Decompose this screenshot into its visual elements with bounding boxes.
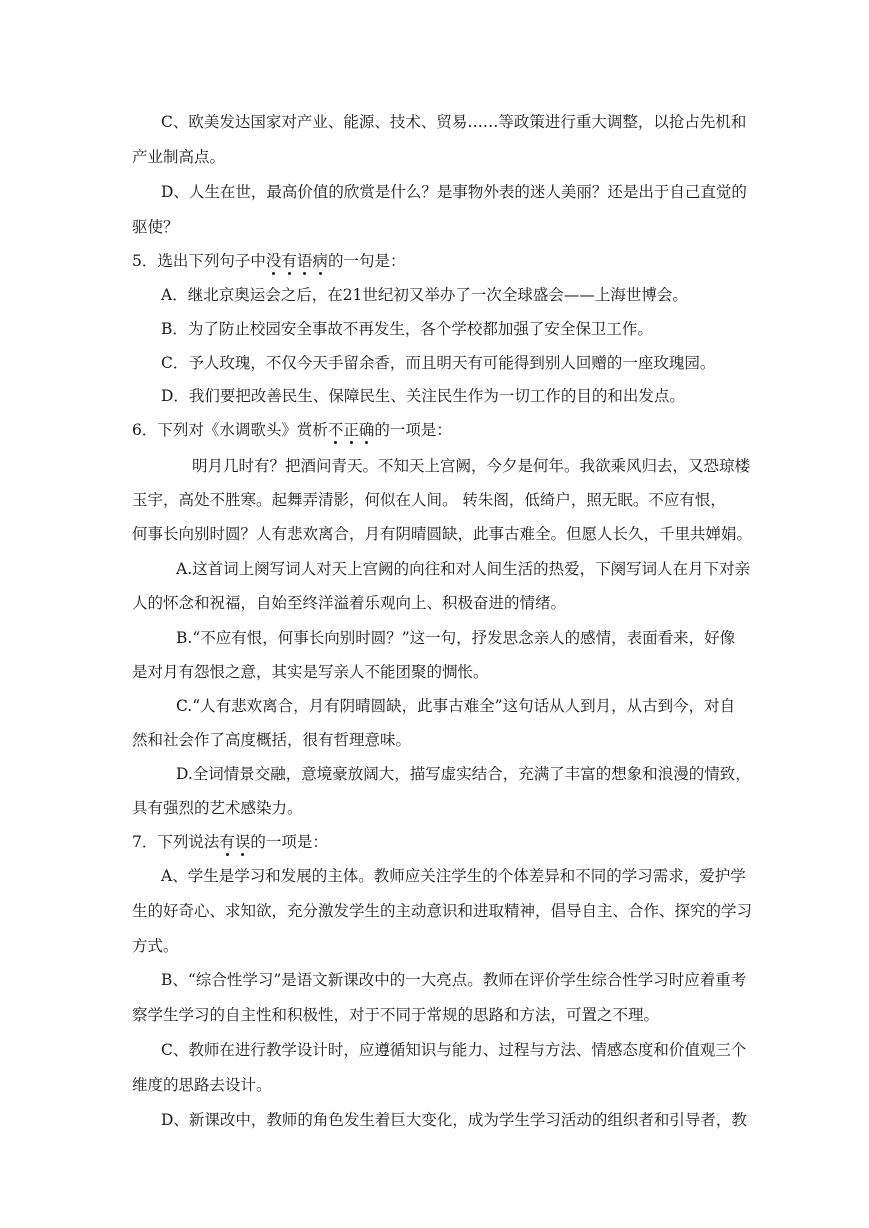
question-5-option-d: D．我们要把改善民生、保障民生、关注民生作为一切工作的目的和出发点。	[161, 387, 685, 405]
emphasis-char: 有	[281, 252, 297, 270]
emphasis-char: 没	[265, 252, 282, 270]
question-6-option-d-line-2: 具有强烈的艺术感染力。	[132, 799, 303, 817]
option-5c-line-2: 产业制高点。	[132, 148, 226, 166]
question-7-option-c-line-2: 维度的思路去设计。	[132, 1076, 272, 1094]
question-6-option-a-line-1: A.这首词上阕写词人对天上宫阙的向往和对人间生活的热爱，下阕写词人在月下对亲	[176, 560, 751, 578]
emphasis-char: 语	[296, 252, 313, 270]
poem-line-1: 明月几时有？把酒问青天。不知天上宫阙，今夕是何年。我欲乘风归去，又恐琼楼	[192, 457, 751, 475]
emphasis-char: 病	[312, 252, 328, 270]
question-7-option-a-line-2: 生的好奇心、求知欲，充分激发学生的主动意识和进取精神，倡导自主、合作、探究的学习	[132, 902, 753, 920]
question-5-option-c: C．予人玫瑰，不仅今天手留余香，而且明天有可能得到别人回赠的一座玫瑰园。	[161, 354, 716, 372]
question-7-option-d-line-1: D、新课改中，教师的角色发生着巨大变化，成为学生学习活动的组织者和引导者，教	[161, 1111, 747, 1129]
question-6-option-c-line-2: 然和社会作了高度概括，很有哲理意味。	[132, 731, 412, 749]
poem-line-3: 何事长向别时圆？人有悲欢离合，月有阴晴圆缺，此事古难全。但愿人长久，千里共婵娟。	[132, 525, 753, 543]
question-7-option-a-line-3: 方式。	[132, 937, 179, 955]
emphasis-char: 不	[327, 421, 344, 439]
question-7-option-b-line-1: B、“综合性学习”是语文新课改中的一大亮点。教师在评价学生综合性学习时应着重考	[161, 971, 747, 989]
question-6-option-d-line-1: D.全词情景交融，意境豪放阔大，描写虚实结合，充满了丰富的想象和浪漫的情致，	[176, 765, 751, 783]
question-7-title: 7．下列说法有误的一项是：	[132, 833, 328, 851]
question-6-option-b-line-2: 是对月有怨恨之意，其实是写亲人不能团聚的惆怅。	[132, 663, 489, 681]
question-7-option-a-line-1: A、学生是学习和发展的主体。教师应关注学生的个体差异和不同的学习需求，爱护学	[161, 867, 746, 885]
option-5c-line-1: C、欧美发达国家对产业、能源、技术、贸易……等政策进行重大调整，以抢占先机和	[161, 113, 747, 131]
question-7-option-b-line-2: 察学生学习的自主性和积极性，对于不同于常规的思路和方法，可置之不理。	[132, 1006, 660, 1024]
question-6-title: 6．下列对《水调歌头》赏析不正确的一项是：	[132, 421, 452, 439]
question-6-option-a-line-2: 人的怀念和祝福，自始至终洋溢着乐观向上、积极奋进的情绪。	[132, 594, 567, 612]
emphasis-char: 误	[234, 833, 251, 851]
question-6-option-c-line-1: C.“人有悲欢离合，月有阴晴圆缺，此事古难全”这句话从人到月，从古到今，对自	[176, 697, 736, 715]
option-5d-line-2: 驱使？	[132, 218, 179, 236]
question-7-option-c-line-1: C、教师在进行教学设计时，应遵循知识与能力、过程与方法、情感态度和价值观三个	[161, 1041, 747, 1059]
question-6-option-b-line-1: B.“不应有恨，何事长向别时圆？”这一句，抒发思念亲人的感情，表面看来，好像	[176, 629, 736, 647]
question-5-title: 5．选出下列句子中没有语病的一句是：	[132, 252, 406, 270]
emphasis-char: 确	[358, 421, 375, 439]
emphasis-char: 正	[343, 421, 359, 439]
question-5-option-a: A．继北京奥运会之后，在21世纪初又举办了一次全球盛会——上海世博会。	[161, 286, 688, 304]
emphasis-char: 有	[219, 833, 235, 851]
poem-line-2: 玉宇，高处不胜寒。起舞弄清影，何似在人间。 转朱阁，低绮户，照无眠。不应有恨，	[132, 491, 726, 509]
option-5d-line-1: D、人生在世，最高价值的欣赏是什么？是事物外表的迷人美丽？还是出于自己直觉的	[161, 183, 747, 201]
question-5-option-b: B．为了防止校园安全事故不再发生，各个学校都加强了安全保卫工作。	[161, 320, 653, 338]
